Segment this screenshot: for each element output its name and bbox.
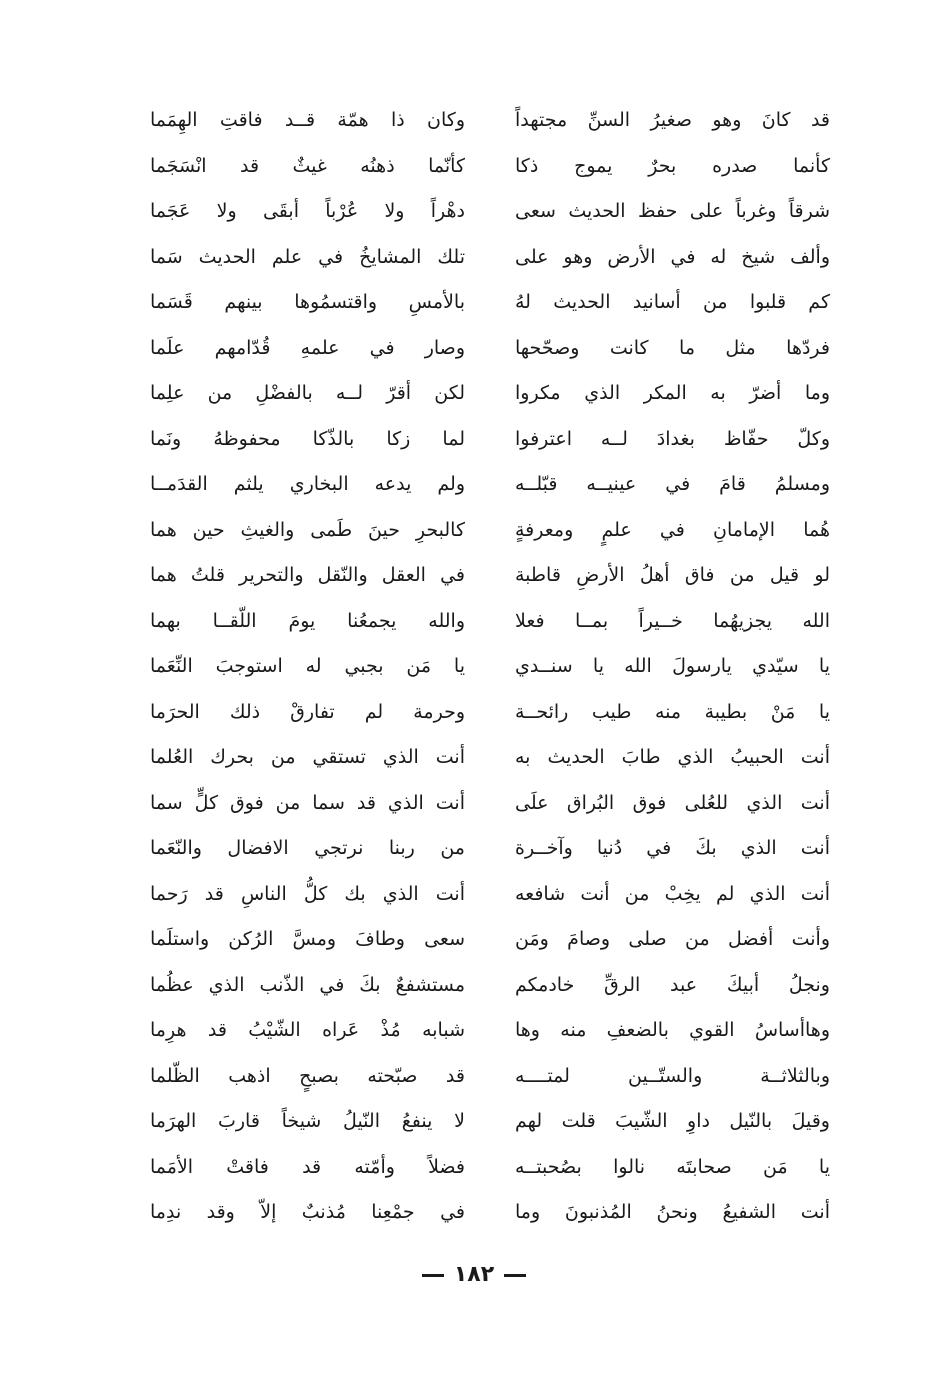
- left-verse: قد صبّحته بصبحٍ اذهب الظّلما: [150, 1064, 465, 1087]
- right-verse: وهاأساسُ القوي بالضعفِ منه وها: [515, 1019, 830, 1041]
- left-verse: لما زكا بالذّكا محفوظهُ ونَما: [150, 427, 465, 450]
- left-verse: سعى وطافَ ومسَّ الرُكن واستلَما: [150, 928, 465, 950]
- left-verse: وكان ذا همّة قــد فاقتِ الهِمَما: [150, 109, 465, 131]
- left-verse: كالبحرِ حينَ طَمى والغيثِ حين هما: [150, 518, 465, 541]
- left-verse: فضلاً وأمّته قد فاقتْ الأمَما: [150, 1155, 465, 1178]
- left-verse: يا مَن بجبي له استوجبَ النِّعَما: [150, 655, 465, 677]
- left-verse: أنت الذي بك كلُّ الناسِ قد رَحما: [150, 882, 465, 905]
- right-verse: الله يجزيهُما خــيراً بمــا فعلا: [515, 609, 830, 632]
- left-verse: كأنّما ذهنُه غيثٌ قد انْسَجَما: [150, 154, 465, 177]
- left-verse: دهْراً ولا عُرْباً أبقَى ولا عَجَما: [150, 200, 465, 222]
- left-verse: في جمْعِنا مُذنبٌ إلاّ وقد ندِما: [150, 1201, 465, 1223]
- footer-dash-left: [422, 1274, 444, 1277]
- right-verse: شرقاً وغرباً على حفظ الحديث سعى: [515, 200, 830, 222]
- left-verse: ولم يدعه البخاري يلثم القدَمــا: [150, 473, 465, 495]
- left-verse-column: [150, 98, 465, 1238]
- footer-dash-right: [504, 1274, 526, 1277]
- page-number-footer: [0, 1262, 948, 1287]
- page-number: ١٨٢: [453, 1262, 495, 1287]
- left-verse: لا ينفعُ النّيلُ شيخاً قاربَ الهرَما: [150, 1110, 465, 1132]
- left-verse: أنت الذي تستقي من بحرك العُلما: [150, 746, 465, 768]
- left-verse: بالأمسِ واقتسمُوها بينهم قَسَما: [150, 291, 465, 313]
- right-verse: قد كانَ وهو صغيرُ السنِّ مجتهداً: [515, 109, 830, 131]
- right-verse: أنت الحبيبُ الذي طابَ الحديث به: [515, 746, 830, 768]
- left-verse: أنت الذي قد سما من فوق كلٍّ سما: [150, 791, 465, 814]
- right-verse: يا مَنْ بطيبة منه طيب رائحــة: [515, 700, 830, 723]
- poem-body: [150, 98, 830, 1238]
- right-verse: ومسلمُ قامَ في عينيــه قبّلــه: [515, 473, 830, 495]
- right-verse: ونجلُ أبيكَ عبد الرقِّ خادمكم: [515, 973, 830, 996]
- left-verse: شبابه مُذْ عَراه الشّيْبُ قد هرِما: [150, 1019, 465, 1041]
- left-verse: مستشفعٌ بكَ في الذّنب الذي عظُما: [150, 973, 465, 996]
- right-verse: أنت الشفيعُ ونحنُ المُذنبونَ وما: [515, 1201, 830, 1223]
- left-verse: والله يجمعُنا يومَ اللّقــا بهما: [150, 609, 465, 632]
- left-verse: تلك المشايخُ في علم الحديث سَما: [150, 245, 465, 268]
- right-verse: وألف شيخ له في الأرض وهو على: [515, 245, 830, 268]
- left-verse: وصار في علمهِ قُدّامهم علَما: [150, 336, 465, 359]
- right-verse: فردّها مثل ما كانت وصحّحها: [515, 336, 830, 359]
- right-verse: يا مَن صحابتَه نالوا بصُحبتــه: [515, 1155, 830, 1178]
- right-verse: لو قيل من فاق أهلُ الأرضِ قاطبة: [515, 564, 830, 586]
- right-verse: وما أضرّ به المكر الذي مكروا: [515, 382, 830, 404]
- right-verse: كأنما صدره بحرٌ يموج ذكا: [515, 154, 830, 177]
- right-verse: يا سيّدي يارسولَ الله يا سنــدي: [515, 655, 830, 677]
- right-verse: كم قلبوا من أسانيد الحديث لهُ: [515, 291, 830, 313]
- left-verse: لكن أقرّ لــه بالفضْلِ من علِما: [150, 382, 465, 404]
- right-verse: أنت الذي بكَ في دُنيا وآخــرة: [515, 837, 830, 859]
- left-verse: في العقل والنّقل والتحرير قلتُ هما: [150, 564, 465, 586]
- right-verse: وكلّ حفّاظ بغدادَ لــه اعترفوا: [515, 427, 830, 450]
- right-verse: وقيلَ بالنّيل داوِ الشّيبَ قلت لهم: [515, 1110, 830, 1132]
- left-verse: من ربنا نرتجي الافضال والنّعَما: [150, 837, 465, 859]
- right-verse: هُما الإمامانِ في علمٍ ومعرفةٍ: [515, 518, 830, 541]
- right-verse: وبالثلاثــة والستّــين لمتــــه: [515, 1064, 830, 1087]
- right-verse: أنت الذي للعُلى فوق البُراق علَى: [515, 791, 830, 814]
- right-verse: أنت الذي لم يخِبْ من أنت شافعه: [515, 882, 830, 905]
- left-verse: وحرمة لم تفارقْ ذلك الحرَما: [150, 700, 465, 723]
- right-verse-column: [515, 98, 830, 1238]
- right-verse: وأنت أفضل من صلى وصامَ ومَن: [515, 928, 830, 950]
